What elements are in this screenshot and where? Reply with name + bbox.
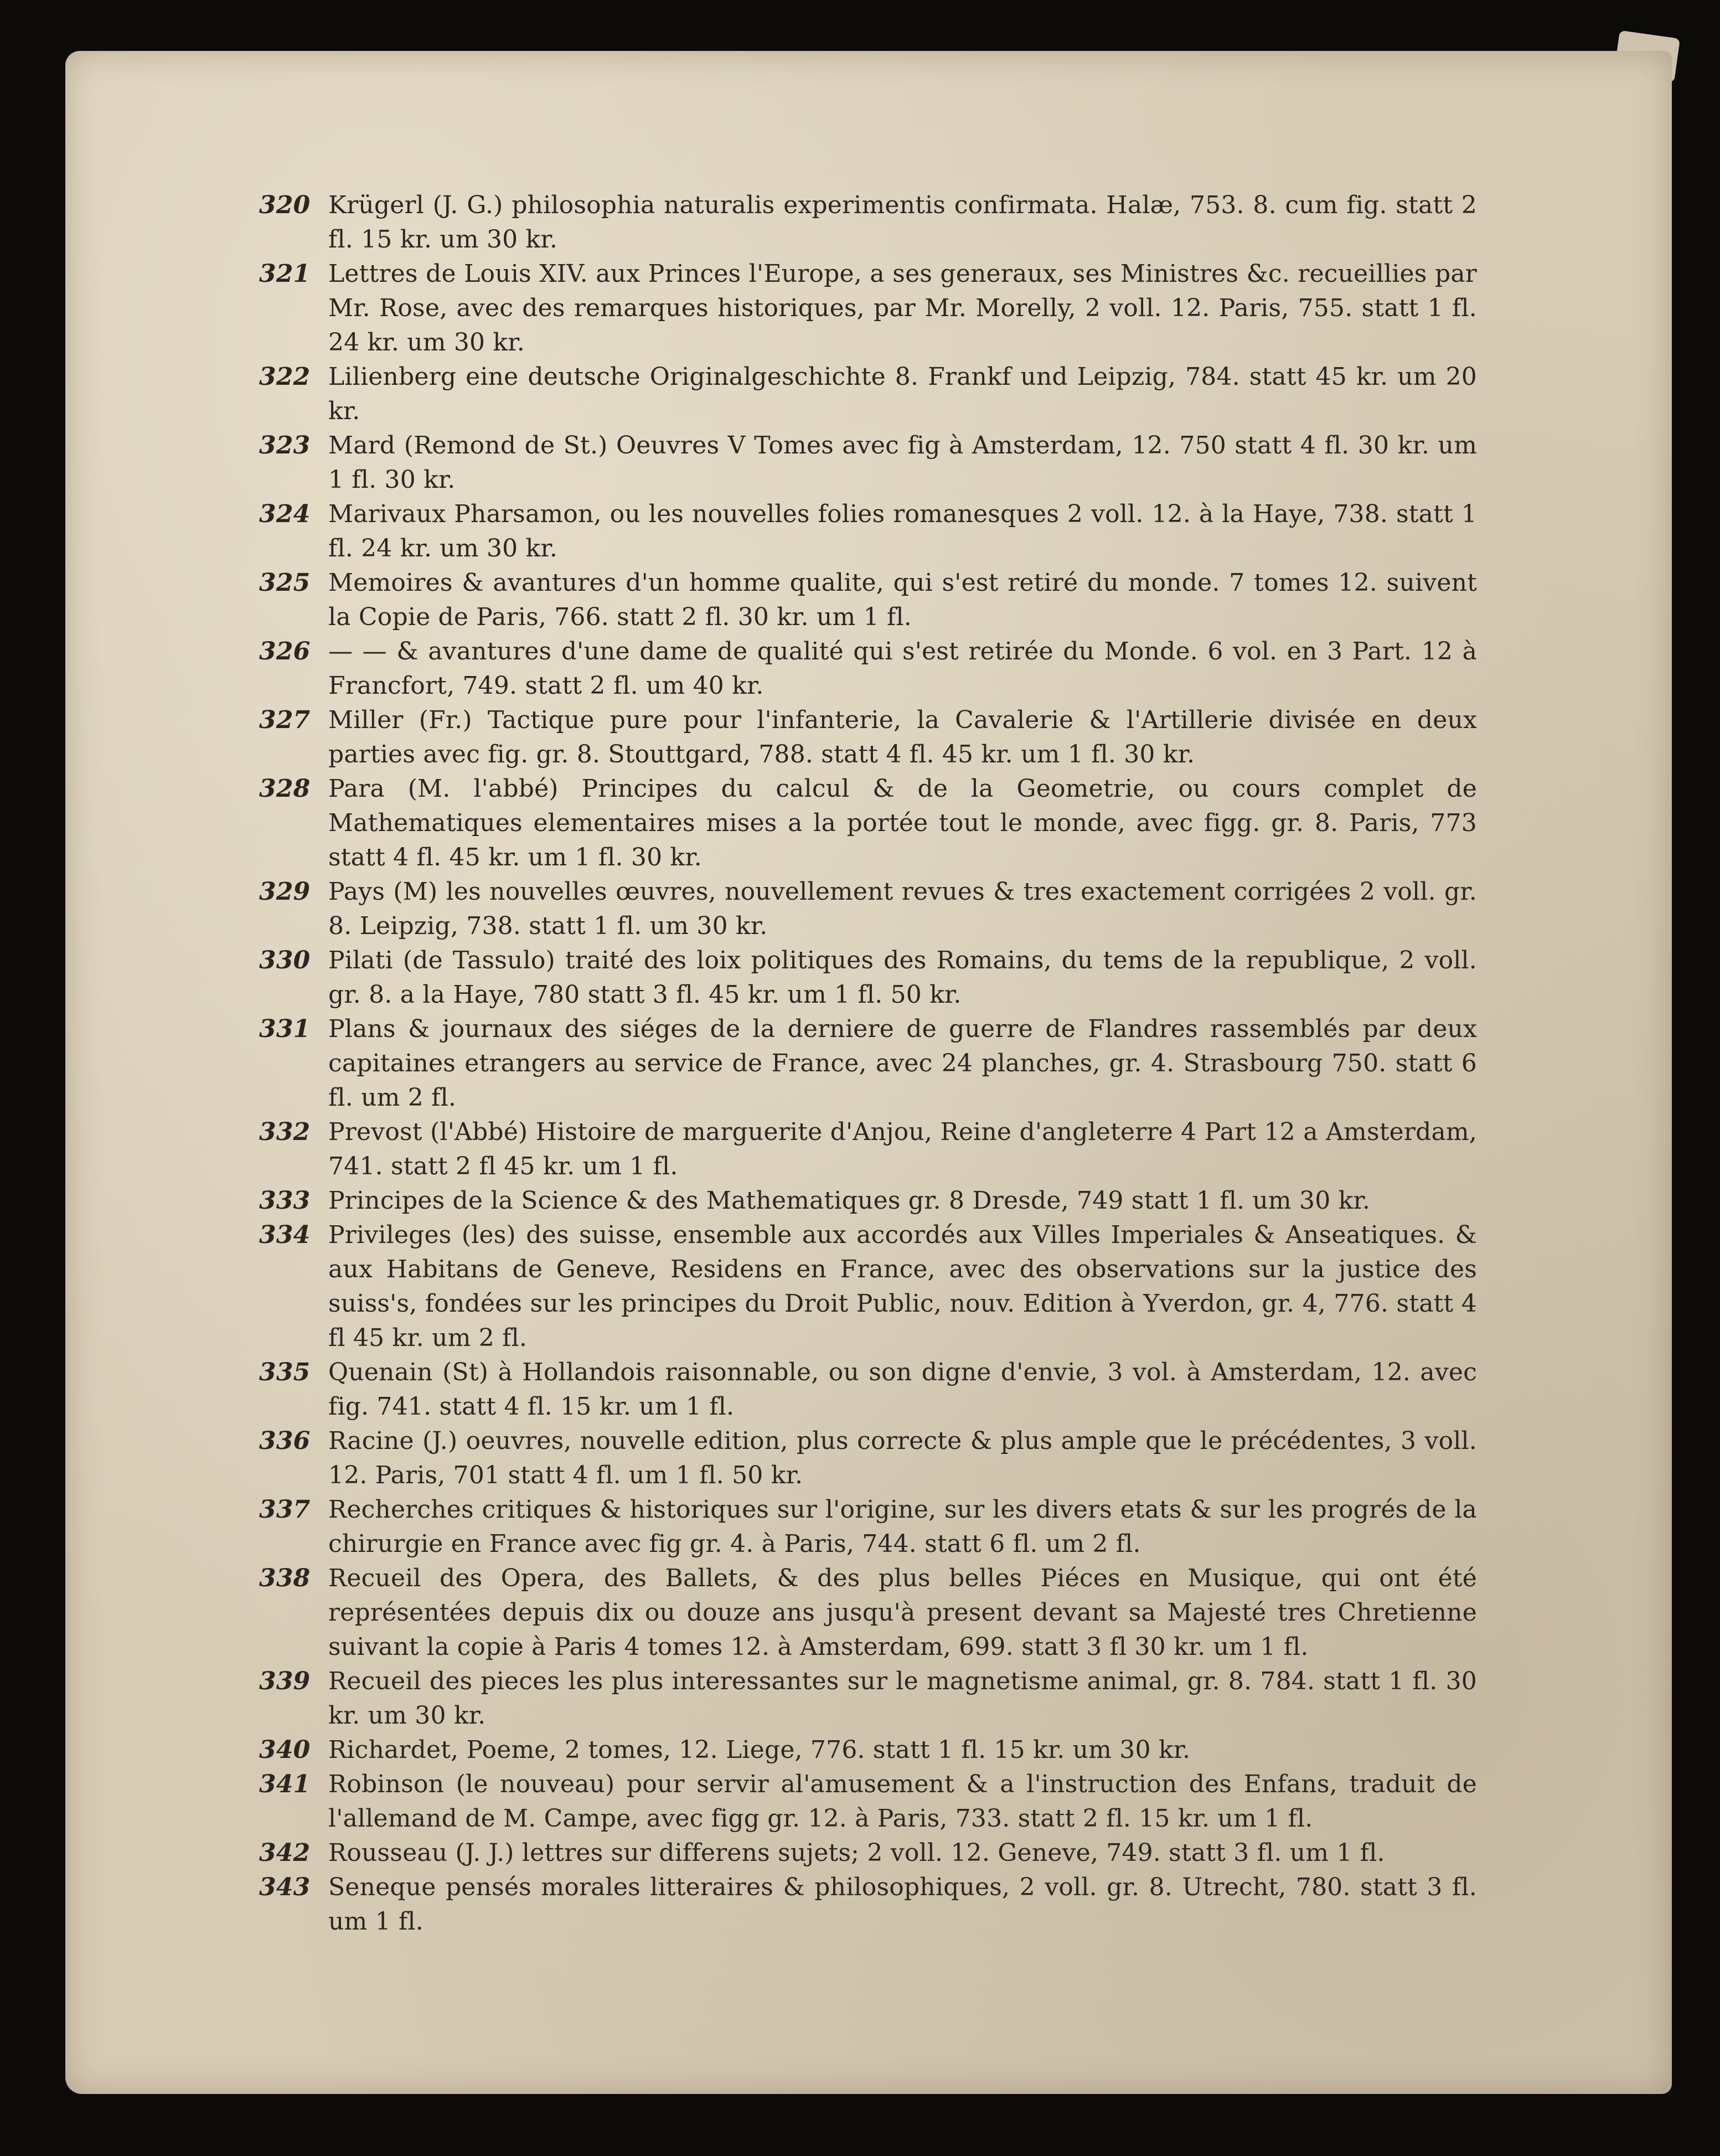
catalog-entries-list [259, 188, 1477, 1939]
entry-number: 327 [259, 706, 311, 734]
catalog-entry [259, 875, 1477, 943]
entry-text: Recherches critiques & historiques sur l'origine, sur les divers etats & sur les progrés de la chirurgie en France avec fig gr. 4. à Paris, 744. statt 6 fl. um 2 fl. [328, 1495, 1477, 1558]
entry-number: 332 [259, 1118, 311, 1146]
catalog-entry [259, 1767, 1477, 1836]
entry-text: Mard (Remond de St.) Oeuvres V Tomes avec fig à Amsterdam, 12. 750 statt 4 fl. 30 kr. um 1 fl. 30 kr. [328, 431, 1477, 494]
catalog-entry [259, 1664, 1477, 1733]
entry-text: Privileges (les) des suisse, ensemble aux accordés aux Villes Imperiales & Anseatiques. & aux Habitans de Geneve, Residens en France, avec des observations sur la justice des suiss's, fondées sur les principes du Droit Public, nouv. Edition à Yverdon, gr. 4, 776. statt 4 fl 45 kr. um 2 fl. [328, 1221, 1477, 1352]
entry-number: 328 [259, 775, 311, 803]
catalog-entry [259, 566, 1477, 635]
catalog-entry [259, 1218, 1477, 1355]
entry-text: Seneque pensés morales litteraires & philosophiques, 2 voll. gr. 8. Utrecht, 780. statt 3 fl. um 1 fl. [328, 1873, 1477, 1936]
catalog-entry [259, 188, 1477, 257]
entry-number: 329 [259, 878, 311, 906]
catalog-entry [259, 257, 1477, 360]
entry-text: Prevost (l'Abbé) Histoire de marguerite d'Anjou, Reine d'angleterre 4 Part 12 a Amsterdam, 741. statt 2 fl 45 kr. um 1 fl. [328, 1118, 1477, 1180]
entry-number: 324 [259, 500, 311, 528]
entry-text: Quenain (St) à Hollandois raisonnable, ou son digne d'envie, 3 vol. à Amsterdam, 12. avec fig. 741. statt 4 fl. 15 kr. um 1 fl. [328, 1358, 1477, 1421]
entry-number: 333 [259, 1187, 311, 1215]
catalog-entry [259, 1424, 1477, 1493]
catalog-entry [259, 1012, 1477, 1115]
catalog-entry [259, 1733, 1477, 1767]
catalog-entry [259, 429, 1477, 497]
catalog-entry [259, 772, 1477, 875]
entry-text: Principes de la Science & des Mathematiques gr. 8 Dresde, 749 statt 1 fl. um 30 kr. [328, 1187, 1371, 1215]
entry-number: 320 [259, 191, 311, 219]
catalog-entry [259, 497, 1477, 566]
catalog-entry [259, 1115, 1477, 1184]
entry-text: Recueil des Opera, des Ballets, & des plus belles Piéces en Musique, qui ont été représentées depuis dix ou douze ans jusqu'à present devant sa Majesté tres Chretienne suivant la copie à Paris 4 tomes 12. à Amsterdam, 699. statt 3 fl 30 kr. um 1 fl. [328, 1564, 1477, 1661]
entry-number: 322 [259, 363, 311, 391]
entry-number: 323 [259, 431, 311, 460]
entry-text: — — & avantures d'une dame de qualité qui s'est retirée du Monde. 6 vol. en 3 Part. 12 à Francfort, 749. statt 2 fl. um 40 kr. [328, 637, 1477, 700]
entry-text: Para (M. l'abbé) Principes du calcul & de la Geometrie, ou cours complet de Mathematiques elementaires mises a la portée tout le monde, avec figg. gr. 8. Paris, 773 statt 4 fl. 45 kr. um 1 fl. 30 kr. [328, 775, 1477, 871]
entry-text: Lilienberg eine deutsche Originalgeschichte 8. Frankf und Leipzig, 784. statt 45 kr. um 20 kr. [328, 363, 1477, 425]
catalog-entry [259, 703, 1477, 772]
catalog-entry [259, 360, 1477, 429]
entry-text: Recueil des pieces les plus interessantes sur le magnetisme animal, gr. 8. 784. statt 1 fl. 30 kr. um 30 kr. [328, 1667, 1477, 1730]
catalog-entry [259, 1561, 1477, 1664]
entry-text: Robinson (le nouveau) pour servir al'amusement & a l'instruction des Enfans, traduit de l'allemand de M. Campe, avec figg gr. 12. à Paris, 733. statt 2 fl. 15 kr. um 1 fl. [328, 1770, 1477, 1833]
entry-text: Racine (J.) oeuvres, nouvelle edition, plus correcte & plus ample que le précédentes, 3 voll. 12. Paris, 701 statt 4 fl. um 1 fl. 50 kr. [328, 1427, 1477, 1489]
entry-number: 336 [259, 1427, 311, 1455]
entry-number: 335 [259, 1358, 311, 1386]
entry-number: 326 [259, 637, 311, 666]
entry-number: 339 [259, 1667, 311, 1695]
entry-text: Plans & journaux des siéges de la derniere de guerre de Flandres rassemblés par deux capitaines etrangers au service de France, avec 24 planches, gr. 4. Strasbourg 750. statt 6 fl. um 2 fl. [328, 1015, 1477, 1112]
entry-text: Miller (Fr.) Tactique pure pour l'infanterie, la Cavalerie & l'Artillerie divisée en deux parties avec fig. gr. 8. Stouttgard, 788. statt 4 fl. 45 kr. um 1 fl. 30 kr. [328, 706, 1477, 768]
entry-text: Richardet, Poeme, 2 tomes, 12. Liege, 776. statt 1 fl. 15 kr. um 30 kr. [328, 1736, 1191, 1764]
entry-text: Rousseau (J. J.) lettres sur differens sujets; 2 voll. 12. Geneve, 749. statt 3 fl. um 1 fl. [328, 1839, 1385, 1867]
entry-number: 338 [259, 1564, 311, 1592]
entry-text: Lettres de Louis XIV. aux Princes l'Europe, a ses generaux, ses Ministres &c. recueillies par Mr. Rose, avec des remarques historiques, par Mr. Morelly, 2 voll. 12. Paris, 755. statt 1 fl. 24 kr. um 30 kr. [328, 260, 1477, 357]
entry-text: Pays (M) les nouvelles œuvres, nouvellement revues & tres exactement corrigées 2 voll. gr. 8. Leipzig, 738. statt 1 fl. um 30 kr. [328, 878, 1477, 940]
entry-text: Marivaux Pharsamon, ou les nouvelles folies romanesques 2 voll. 12. à la Haye, 738. statt 1 fl. 24 kr. um 30 kr. [328, 500, 1477, 563]
entry-number: 337 [259, 1495, 311, 1524]
entry-number: 334 [259, 1221, 311, 1249]
entry-number: 321 [259, 260, 311, 288]
entry-text: Krügerl (J. G.) philosophia naturalis experimentis confirmata. Halæ, 753. 8. cum fig. statt 2 fl. 15 kr. um 30 kr. [328, 191, 1477, 254]
catalog-entry [259, 1870, 1477, 1939]
catalog-entry [259, 1493, 1477, 1561]
catalog-entry [259, 1184, 1477, 1218]
catalog-entry [259, 1836, 1477, 1870]
entry-text: Pilati (de Tassulo) traité des loix politiques des Romains, du tems de la republique, 2 voll. gr. 8. a la Haye, 780 statt 3 fl. 45 kr. um 1 fl. 50 kr. [328, 946, 1477, 1009]
catalog-entry [259, 635, 1477, 703]
entry-number: 341 [259, 1770, 311, 1798]
catalog-entry [259, 1355, 1477, 1424]
catalog-entry [259, 943, 1477, 1012]
entry-number: 342 [259, 1839, 311, 1867]
entry-number: 330 [259, 946, 311, 974]
entry-number: 325 [259, 569, 311, 597]
entry-number: 340 [259, 1736, 311, 1764]
entry-number: 343 [259, 1873, 311, 1901]
entry-number: 331 [259, 1015, 311, 1043]
entry-text: Memoires & avantures d'un homme qualite, qui s'est retiré du monde. 7 tomes 12. suivent la Copie de Paris, 766. statt 2 fl. 30 kr. um 1 fl. [328, 569, 1477, 631]
